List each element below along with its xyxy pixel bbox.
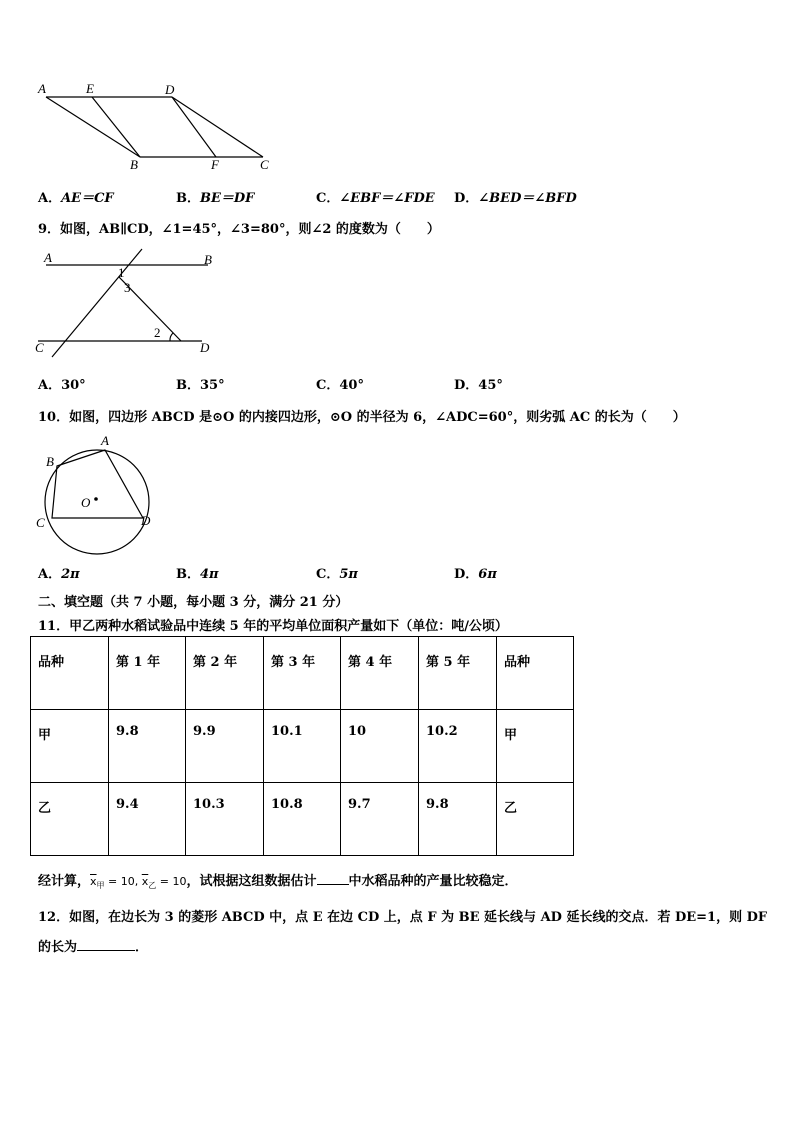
segment-df [172, 97, 216, 157]
q10-figure [30, 432, 170, 557]
table-cell: 10.8 [264, 783, 341, 856]
segment-ab [46, 97, 140, 157]
table-cell: 9.8 [419, 783, 497, 856]
table-cell: 甲 [497, 710, 574, 783]
table-cell: 乙 [497, 783, 574, 856]
yield-table [30, 636, 574, 856]
q9-option-a: A．30° [38, 378, 86, 393]
label-a: A [101, 433, 109, 448]
table-cell: 9.7 [341, 783, 419, 856]
label-b: B [204, 252, 212, 267]
label-c: C [35, 340, 44, 355]
q12-line1: 12．如图，在边长为 3 的菱形 ABCD 中，点 E 在边 CD 上，点 F 为 BE 延长线与 AD 延长线的交点．若 DE=1，则 DF [38, 910, 768, 925]
table-row [31, 783, 574, 856]
answer-blank[interactable] [317, 884, 349, 885]
table-cell: 9.8 [109, 710, 186, 783]
table-header-cell: 第 2 年 [186, 637, 264, 710]
angle-2-arc [170, 333, 173, 341]
table-header-cell: 第 1 年 [109, 637, 186, 710]
section-heading: 二、填空题（共 7 小题，每小题 3 分，满分 21 分） [38, 595, 349, 610]
q8-option-c: C．∠EBF＝∠FDE [316, 191, 435, 206]
table-cell: 10.3 [186, 783, 264, 856]
q9-option-d: D．45° [454, 378, 503, 393]
q9-figure [30, 245, 230, 360]
q10-option-c: C．5π [316, 567, 358, 582]
q12-line2: 的长为 ． [38, 940, 149, 955]
label-b: B [46, 454, 54, 469]
table-cell: 9.9 [186, 710, 264, 783]
label-d: D [200, 340, 210, 355]
segment-eb [92, 97, 140, 157]
label-e: E [86, 81, 94, 96]
table-cell: 甲 [31, 710, 109, 783]
table-header-cell: 品种 [31, 637, 109, 710]
table-header-cell: 第 4 年 [341, 637, 419, 710]
angle-2-label: 2 [154, 325, 161, 340]
mean-jia: $\overline{x}_甲 = 10$, $\overline{x}_乙 = 10$ [90, 875, 187, 890]
table-cell: 10.1 [264, 710, 341, 783]
segment-dc [172, 97, 263, 157]
q10-option-b: B．4π [176, 567, 219, 582]
table-header-cell: 品种 [497, 637, 574, 710]
q8-option-d: D．∠BED＝∠BFD [454, 191, 577, 206]
label-a: A [38, 81, 46, 96]
label-b: B [130, 157, 138, 172]
q11-stem: 11．甲乙两种水稻试验品中连续 5 年的平均单位面积产量如下（单位：吨/公顷） [38, 619, 508, 634]
q8-option-a: A．AE＝CF [38, 191, 114, 206]
q8-option-b: B．BE＝DF [176, 191, 255, 206]
angle-1-label: 1 [118, 265, 125, 280]
q9-option-b: B．35° [176, 378, 225, 393]
table-cell: 9.4 [109, 783, 186, 856]
center-o-dot [94, 497, 98, 501]
q9-option-c: C．40° [316, 378, 364, 393]
table-header-row [31, 637, 574, 710]
table-header-cell: 第 5 年 [419, 637, 497, 710]
table-cell: 10.2 [419, 710, 497, 783]
q10-stem: 10．如图，四边形 ABCD 是⊙O 的内接四边形，⊙O 的半径为 6，∠ADC=60°，则劣弧 AC 的长为（ ） [38, 410, 686, 425]
label-c: C [260, 157, 269, 172]
table-cell: 乙 [31, 783, 109, 856]
q10-option-a: A．2π [38, 567, 80, 582]
table-cell: 10 [341, 710, 419, 783]
label-c: C [36, 515, 45, 530]
angle-3-label: 3 [124, 280, 131, 295]
label-f: F [211, 157, 219, 172]
label-d: D [165, 82, 175, 97]
table-header-cell: 第 3 年 [264, 637, 341, 710]
table-row [31, 710, 574, 783]
answer-blank[interactable] [77, 950, 135, 951]
q8-figure [30, 80, 280, 175]
label-d: D [141, 513, 151, 528]
q9-stem: 9．如图，AB∥CD，∠1=45°，∠3=80°，则∠2 的度数为（ ） [38, 222, 440, 237]
label-a: A [44, 250, 52, 265]
q11-conclusion: 经计算，$\overline{x}_甲 = 10$, $\overline{x}_乙 = 10$，试根据这组数据估计 中水稻品种的产量比较稳定． [38, 874, 518, 890]
q10-option-d: D．6π [454, 567, 497, 582]
label-o: O [81, 495, 91, 510]
